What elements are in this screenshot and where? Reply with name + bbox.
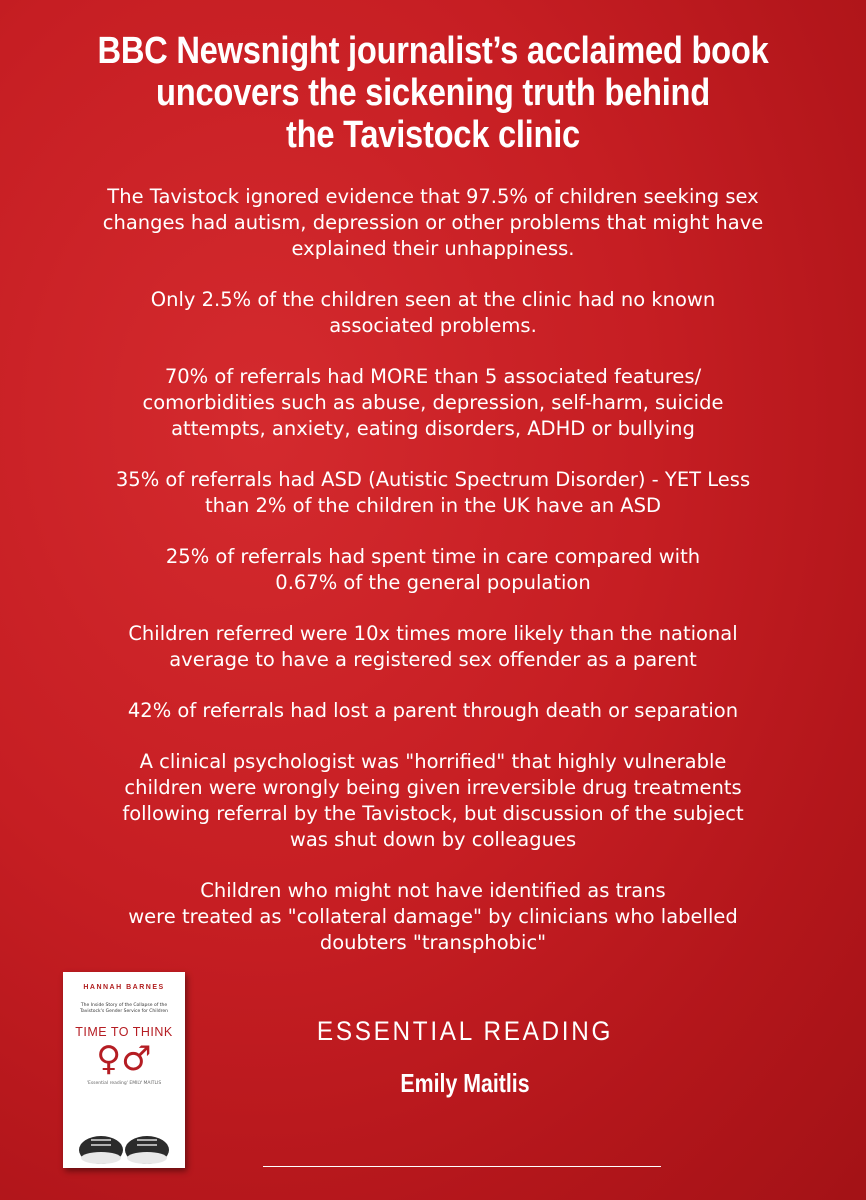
headline-line-2: uncovers the sickening truth behind bbox=[156, 72, 710, 114]
fact-paragraph bbox=[40, 878, 826, 956]
fact-line: was shut down by colleagues bbox=[289, 828, 577, 851]
fact-paragraph bbox=[40, 544, 826, 596]
divider bbox=[263, 1166, 661, 1167]
fact-line: attempts, anxiety, eating disorders, ADHD or bullying bbox=[171, 417, 695, 440]
book-author: HANNAH BARNES bbox=[83, 984, 165, 991]
book-title: TIME TO THINK bbox=[75, 1025, 173, 1039]
book-subtitle: The Inside Story of the Collapse of the Tavistock's Gender Service for Children bbox=[79, 1003, 169, 1014]
fact-paragraph bbox=[40, 749, 826, 853]
book-quote: 'Essential reading' EMILY MAITLIS bbox=[86, 1081, 162, 1086]
fact-list bbox=[40, 184, 826, 981]
fact-line: average to have a registered sex offender as a parent bbox=[169, 648, 697, 671]
fact-paragraph bbox=[40, 364, 826, 442]
fact-line: 42% of referrals had lost a parent through death or separation bbox=[127, 699, 739, 722]
headline-line-1: BBC Newsnight journalist’s acclaimed book bbox=[97, 30, 769, 72]
fact-line: children were wrongly being given irreversible drug treatments bbox=[124, 776, 742, 799]
fact-line: 0.67% of the general population bbox=[275, 571, 591, 594]
book-cover bbox=[63, 972, 185, 1168]
fact-paragraph bbox=[40, 621, 826, 673]
gender-symbols-icon: ♀♂ bbox=[96, 1039, 152, 1079]
fact-paragraph bbox=[40, 184, 826, 262]
fact-paragraph bbox=[40, 287, 826, 339]
fact-paragraph bbox=[40, 467, 826, 519]
fact-line: A clinical psychologist was "horrified" that highly vulnerable bbox=[139, 750, 727, 773]
fact-line: Children who might not have identified as trans bbox=[200, 879, 666, 902]
fact-line: comorbidities such as abuse, depression, self-harm, suicide bbox=[142, 391, 724, 414]
fact-line: associated problems. bbox=[329, 314, 537, 337]
fact-line: doubters "transphobic" bbox=[319, 931, 547, 954]
fact-line: explained their unhappiness. bbox=[291, 237, 575, 260]
fact-line: Only 2.5% of the children seen at the clinic had no known bbox=[150, 288, 716, 311]
fact-line: 70% of referrals had MORE than 5 associated features/ bbox=[164, 365, 702, 388]
endorser-name: Emily Maitlis bbox=[400, 1068, 530, 1098]
essential-reading-label: ESSENTIAL READING bbox=[316, 1016, 614, 1046]
fact-line: following referral by the Tavistock, but discussion of the subject bbox=[122, 802, 744, 825]
fact-paragraph bbox=[40, 698, 826, 724]
fact-line: 35% of referrals had ASD (Autistic Spectrum Disorder) - YET Less bbox=[115, 468, 751, 491]
headline-line-3: the Tavistock clinic bbox=[286, 114, 580, 156]
fact-line: Children referred were 10x times more likely than the national bbox=[128, 622, 738, 645]
headline bbox=[95, 30, 771, 156]
fact-line: were treated as "collateral damage" by clinicians who labelled bbox=[128, 905, 738, 928]
fact-line: changes had autism, depression or other problems that might have bbox=[102, 211, 764, 234]
fact-line: The Tavistock ignored evidence that 97.5% of children seeking sex bbox=[107, 185, 759, 208]
sneakers-icon bbox=[71, 1120, 177, 1166]
fact-line: than 2% of the children in the UK have an ASD bbox=[205, 494, 661, 517]
fact-line: 25% of referrals had spent time in care compared with bbox=[165, 545, 701, 568]
